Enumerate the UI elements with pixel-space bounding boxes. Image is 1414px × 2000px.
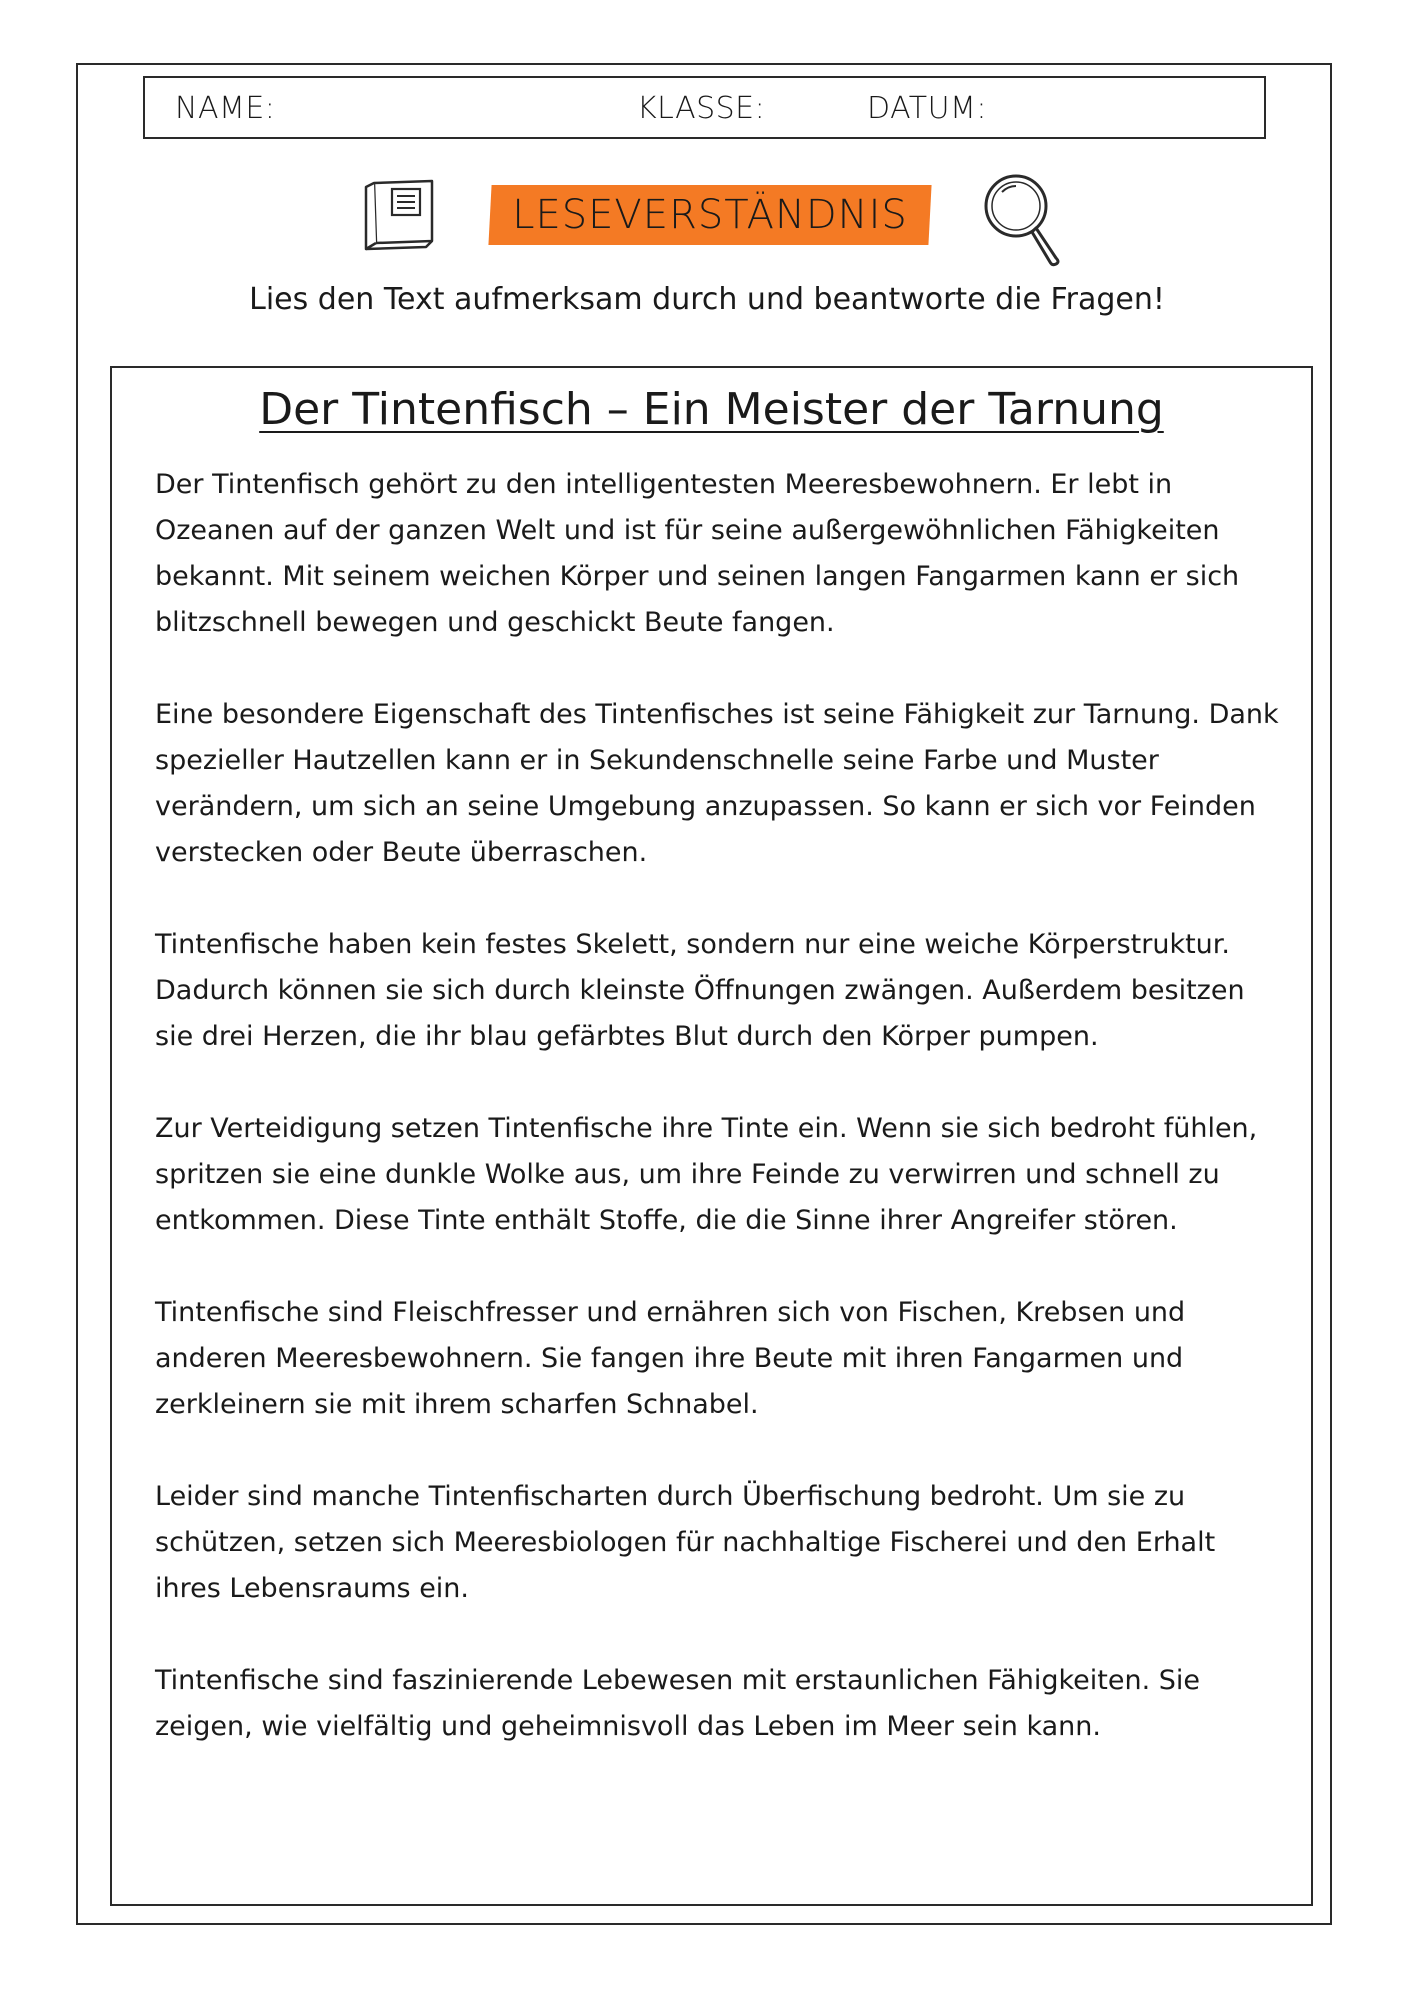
paragraph: Eine besondere Eigenschaft des Tintenfisches ist seine Fähigkeit zur Tarnung. Dank spezieller Hautzellen kann er in Sekundenschnelle seine Farbe und Muster verändern, um sich an seine Umgebung anzupassen. So kann er sich vor Feinden verstecken oder Beute überraschen. [155,699,1279,868]
paragraph: Der Tintenfisch gehört zu den intelligentesten Meeresbewohnern. Er lebt in Ozeanen auf der ganzen Welt und ist für seine außergewöhnlichen Fähigkeiten bekannt. Mit seinem weichen Körper und seinen langen Fangarmen kann er sich blitzschnell bewegen und geschickt Beute fangen. [155,469,1240,638]
instruction-text: Lies den Text aufmerksam durch und beantworte die Fragen! [249,282,1165,317]
name-label: NAME: [175,91,276,126]
magnifier-icon [978,170,1068,270]
date-label: DATUM: [867,91,988,126]
article-body [155,462,1285,1796]
book-icon [362,175,442,255]
article-title [110,384,1313,435]
paragraph: Tintenfische sind faszinierende Lebewesen mit erstaunlichen Fähigkeiten. Sie zeigen, wie vielfältig und geheimnisvoll das Leben im Meer sein kann. [155,1665,1201,1742]
paragraph: Tintenfische sind Fleischfresser und ernähren sich von Fischen, Krebsen und anderen Meeresbewohnern. Sie fangen ihre Beute mit ihren Fangarmen und zerkleinern sie mit ihrem scharfen Schnabel. [155,1297,1186,1420]
student-info-header [143,76,1266,139]
paragraph: Tintenfische haben kein festes Skelett, sondern nur eine weiche Körperstruktur. Dadurch können sie sich durch kleinste Öffnungen zwängen. Außerdem besitzen sie drei Herzen, die ihr blau gefärbtes Blut durch den Körper pumpen. [155,929,1245,1052]
article-title-text: Der Tintenfisch – Ein Meister der Tarnung [259,384,1164,435]
paragraph: Leider sind manche Tintenfischarten durch Überfischung bedroht. Um sie zu schützen, setzen sich Meeresbiologen für nachhaltige Fischerei und den Erhalt ihres Lebensraums ein. [155,1481,1216,1604]
class-label: KLASSE: [637,91,766,126]
paragraph: Zur Verteidigung setzen Tintenfische ihre Tinte ein. Wenn sie sich bedroht fühlen, spritzen sie eine dunkle Wolke aus, um ihre Feinde zu verwirren und schnell zu entkommen. Diese Tinte enthält Stoffe, die die Sinne ihrer Angreifer stören. [155,1113,1258,1236]
worksheet-title: LESEVERSTÄNDNIS [512,192,908,238]
